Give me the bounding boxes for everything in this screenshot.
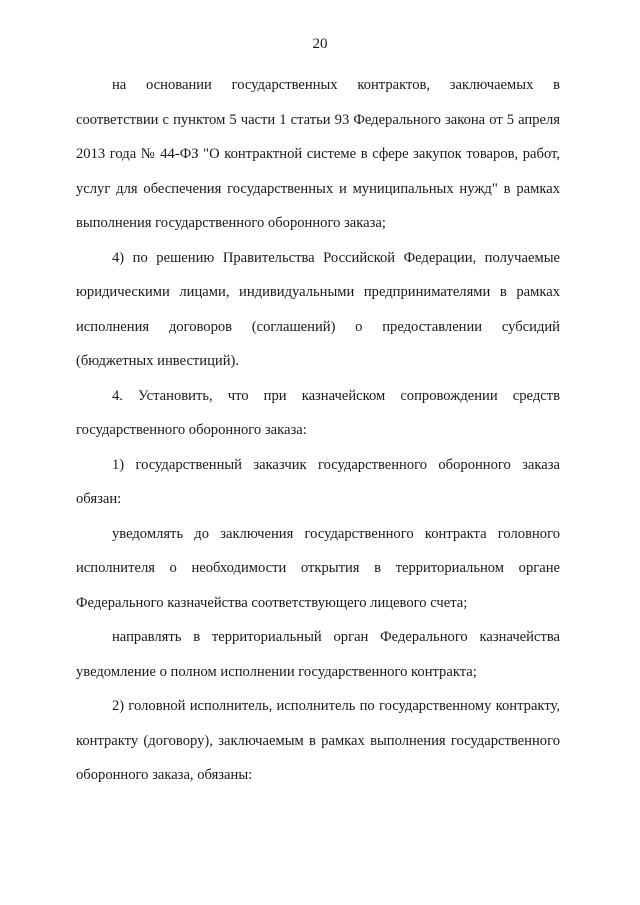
paragraph-item-2-contractor-obliged: 2) головной исполнитель, исполнитель по государственному контракту, контракту (договору), заключаемым в рамках выполнения государственного оборонного заказа, обязаны: [76,698,560,783]
paragraph-clause-4-establish: 4. Установить, что при казначейском сопровождении средств государственного оборонного заказа: [76,387,560,438]
paragraph-item-1-customer-obliged: 1) государственный заказчик государственного оборонного заказа обязан: [76,456,560,507]
document-body [76,68,560,793]
paragraph-item-4-government-decision: 4) по решению Правительства Российской Федерации, получаемые юридическими лицами, индивидуальными предпринимателями в рамках исполнения договоров (соглашений) о предоставлении субсидий (бюджетных инвестиций). [76,249,560,369]
page-number: 20 [312,36,328,52]
paragraph-contracts-basis: на основании государственных контрактов, заключаемых в соответствии с пунктом 5 части 1 статьи 93 Федерального закона от 5 апреля 2013 года № 44-ФЗ "О контрактной системе в сфере закупок товаров, работ, услуг для обеспечения государственных и муниципальных нужд" в рамках выполнения государственного оборонного заказа; [76,77,560,231]
paragraph-notify-account-opening: уведомлять до заключения государственного контракта головного исполнителя о необходимости открытия в территориальном органе Федерального казначейства соответствующего лицевого счета; [76,525,560,611]
paragraph-send-completion-notice: направлять в территориальный орган Федерального казначейства уведомление о полном исполнении государственного контракта; [76,629,560,680]
